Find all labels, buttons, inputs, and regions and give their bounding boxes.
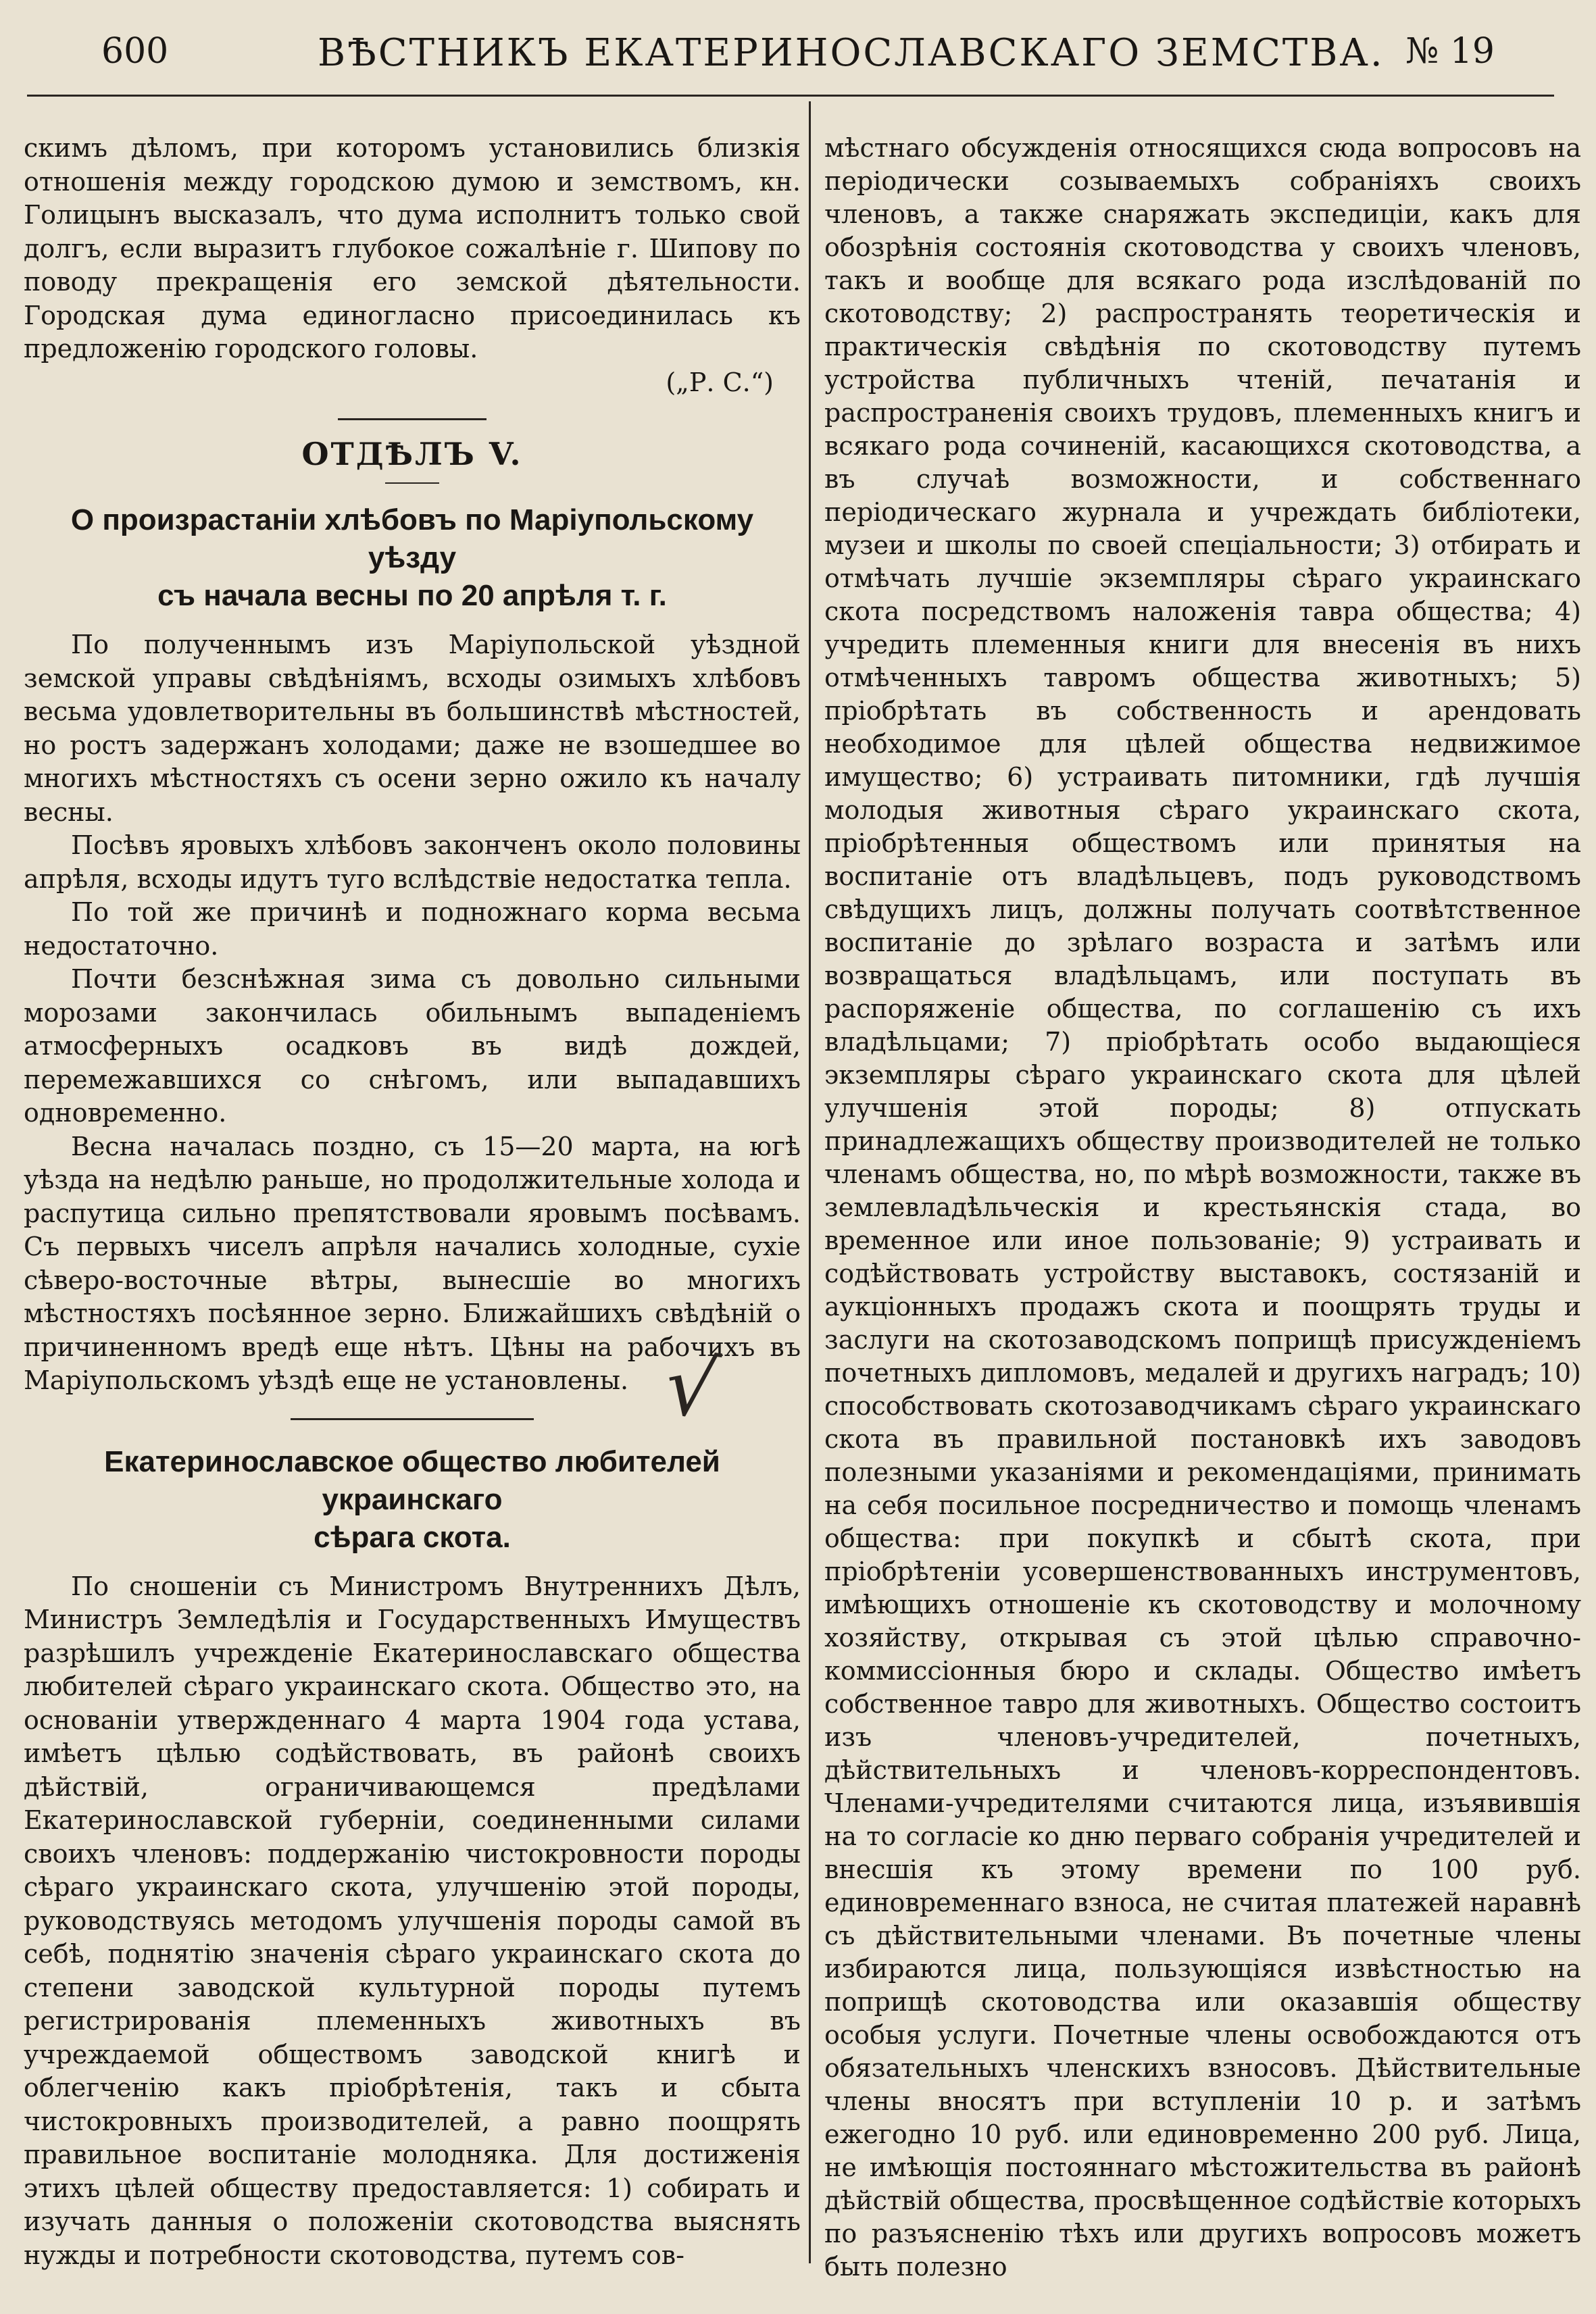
article2-paragraph: По сношеніи съ Министромъ Внутреннихъ Дѣлъ, Министръ Земледѣлія и Государственныхъ Имуществъ разрѣшилъ учрежденіе Екатеринославскаго общества любителей сѣраго украинскаго скота. Общество это, на основаніи утвержденнаго 4 марта 1904 года устава, имѣетъ цѣлью содѣйствовать, въ районѣ своихъ дѣйствій, ограничивающемся предѣлами Екатеринославской губерніи, соединенными силами своихъ членовъ: поддержанію чистокровности породы сѣраго украинскаго скота, улучшенію этой породы, руководствуясь методомъ улучшенія породы самой въ себѣ, поднятію значенія сѣраго украинскаго скота до степени заводской культурной породы путемъ регистрированія племенныхъ животныхъ въ учреждаемой обществомъ заводской книгѣ и облегченію какъ пріобрѣтенія, такъ и сбыта чистокровныхъ производителей, а равно поощрять правильное воспитаніе молодняка. Для достиженія этихъ цѣлей обществу предоставляется: 1) собирать и изучать данныя о положеніи скотоводства выяснять нужды и потребности скотоводства, путемъ сов- [24,1571,801,2270]
section-heading: ОТДѢЛЪ V. [301,436,523,472]
handwritten-checkmark: √ [659,1338,724,1438]
article2-title-line1: Екатеринославское общество любителей украинскаго [104,1444,720,1516]
page-header [0,26,1596,86]
section-sub-rule [385,482,439,484]
article1-title-line1: О произрастаніи хлѣбовъ по Маріупольскому уѣзду [70,503,754,574]
article-separator [291,1418,534,1420]
page-number: 600 [101,31,169,72]
section-rule [338,418,487,420]
column-divider [809,101,811,2263]
journal-title: ВѢСТНИКЪ ЕКАТЕРИНОСЛАВСКАГО ЗЕМСТВА. [318,31,1385,75]
article1-paragraph: Весна началась поздно, съ 15—20 марта, на югѣ уѣзда на недѣлю раньше, но продолжительные холода и распутица сильно препятствовали яровымъ посѣвамъ. Съ первыхъ чиселъ апрѣля начались холодные, сухіе сѣверо-восточные вѣтры, вынесшіе во многихъ мѣстностяхъ посѣянное зерно. Ближайшихъ свѣдѣній о причиненномъ вредѣ еще нѣтъ. Цѣны на рабочихъ въ Маріупольскомъ уѣздѣ еще не установлены. [24,1131,801,1395]
article1-paragraph: Посѣвъ яровыхъ хлѣбовъ законченъ около половины апрѣля, всходы идутъ туго вслѣдствіе недостатка тепла. [24,830,801,894]
article2-title [24,1443,801,1557]
right-column [824,132,1581,2284]
article1-paragraph: Почти безснѣжная зима съ довольно сильными морозами закончилась обильнымъ выпаденіемъ атмосферныхъ осадковъ въ видѣ дождей, перемежавшихся со снѣгомъ, или выпадавшихъ одновременно. [24,964,801,1128]
article2-title-line2: сѣрага скота. [314,1520,511,1554]
intro-paragraph: скимъ дѣломъ, при которомъ установились близкія отношенія между городскою думою и земствомъ, кн. Голицынъ высказалъ, что дума исполнитъ только свой долгъ, если выразитъ глубокое сожалѣніе г. Шипову по поводу прекращенія его земской дѣятельности. Городская дума единогласно присоединилась къ предложенію городского головы. [24,133,801,363]
header-rule [27,95,1554,97]
article1-title [24,501,801,615]
left-column [24,132,801,2272]
article2-paragraph-continued: мѣстнаго обсужденія относящихся сюда вопросовъ на періодически созываемыхъ собраніяхъ своихъ членовъ, а также снаряжать экспедиціи, какъ для обозрѣнія состоянія скотоводства у своихъ членовъ, такъ и вообще для всякаго рода изслѣдованій по скотоводству; 2) распространять теоретическія и практическія свѣдѣнія по скотоводству путемъ устройства публичныхъ чтеній, печатанія и распространенія своихъ трудовъ, племенныхъ книгъ и всякаго рода сочиненій, касающихся скотоводства, а въ случаѣ возможности, и собственнаго періодическаго журнала и учреждать библіотеки, музеи и школы по своей спеціальности; 3) отбирать и отмѣчать лучшіе экземпляры сѣраго украинскаго скота посредствомъ наложенія тавра общества; 4) учредить племенныя книги для внесенія въ нихъ отмѣченныхъ тавромъ общества животныхъ; 5) пріобрѣтать въ собственность и арендовать необходимое для цѣлей общества недвижимое имущество; 6) устраивать питомники, гдѣ лучшія молодыя животныя сѣраго украинскаго скота, пріобрѣтенныя обществомъ или принятыя на воспитаніе отъ владѣльцевъ, подъ руководствомъ свѣдущихъ лицъ, должны получать соотвѣтственное воспитаніе до зрѣлаго возраста и затѣмъ или возвращаться владѣльцамъ, или поступать въ распоряженіе общества, по соглашенію съ ихъ владѣльцами; 7) пріобрѣтать особо выдающіеся экземпляры сѣраго украинскаго скота для цѣлей улучшенія этой породы; 8) отпускать принадлежащихъ обществу производителей не только членамъ общества, но, по мѣрѣ возможности, также въ землевладѣльческія и крестьянскія стада, во временное или иное пользованіе; 9) устраивать и содѣйствовать устройству выставокъ, состязаній и аукціонныхъ продажъ скота и поощрять труды и заслуги на скотозаводскомъ поприщѣ присужденіемъ почетныхъ дипломовъ, медалей и другихъ наградъ; 10) способствовать скотозаводчикамъ сѣраго украинскаго скота въ правильной постановкѣ ихъ заводовъ полезными указаніями и рекомендаціями, принимать на себя посильное посредничество и помощь членамъ общества: при покупкѣ и сбытѣ скота, при пріобрѣтеніи усовершенствованныхъ инструментовъ, имѣющихъ отношеніе къ скотоводству и молочному хозяйству, открывая съ этой цѣлью справочно-коммиссіонныя бюро и склады. Общество имѣетъ собственное тавро для животныхъ. Общество состоитъ изъ членовъ-учредителей, почетныхъ, дѣйствительныхъ и членовъ-корреспондентовъ. Членами-учредителями считаются лица, изъявившія на то согласіе ко дню перваго собранія учредителей и внесшія къ этому времени по 100 руб. единовременнаго взноса, не считая платежей наравнѣ съ дѣйствительными членами. Въ почетные члены избираются лица, пользующіяся извѣстностью на поприщѣ скотоводства или оказавшія обществу особыя услуги. Почетные члены освобождаются отъ обязательныхъ членскихъ взносовъ. Дѣйствительные члены вносятъ при вступленіи 10 р. и затѣмъ ежегодно 10 руб. или единовременно 200 руб. Лица, не имѣющія постояннаго мѣстожительства въ районѣ дѣйствій общества, просвѣщенное содѣйствіе которыхъ по разъясненію тѣхъ или другихъ вопросовъ можетъ быть полезно [824,133,1581,2282]
article1-paragraph: По той же причинѣ и подножнаго корма весьма недостаточно. [24,897,801,961]
issue-number: № 19 [1405,31,1495,72]
intro-signature: („Р. С.“) [666,367,774,397]
article1-paragraph: По полученнымъ изъ Маріупольской уѣздной земской управы свѣдѣніямъ, всходы озимыхъ хлѣбовъ весьма удовлетворительны въ большинствѣ мѣстностей, но ростъ задержанъ холодами; даже не взошедшее во многихъ мѣстностяхъ съ осени зерно ожило къ началу весны. [24,630,801,827]
article1-title-line2: съ начала весны по 20 апрѣля т. г. [157,579,667,612]
